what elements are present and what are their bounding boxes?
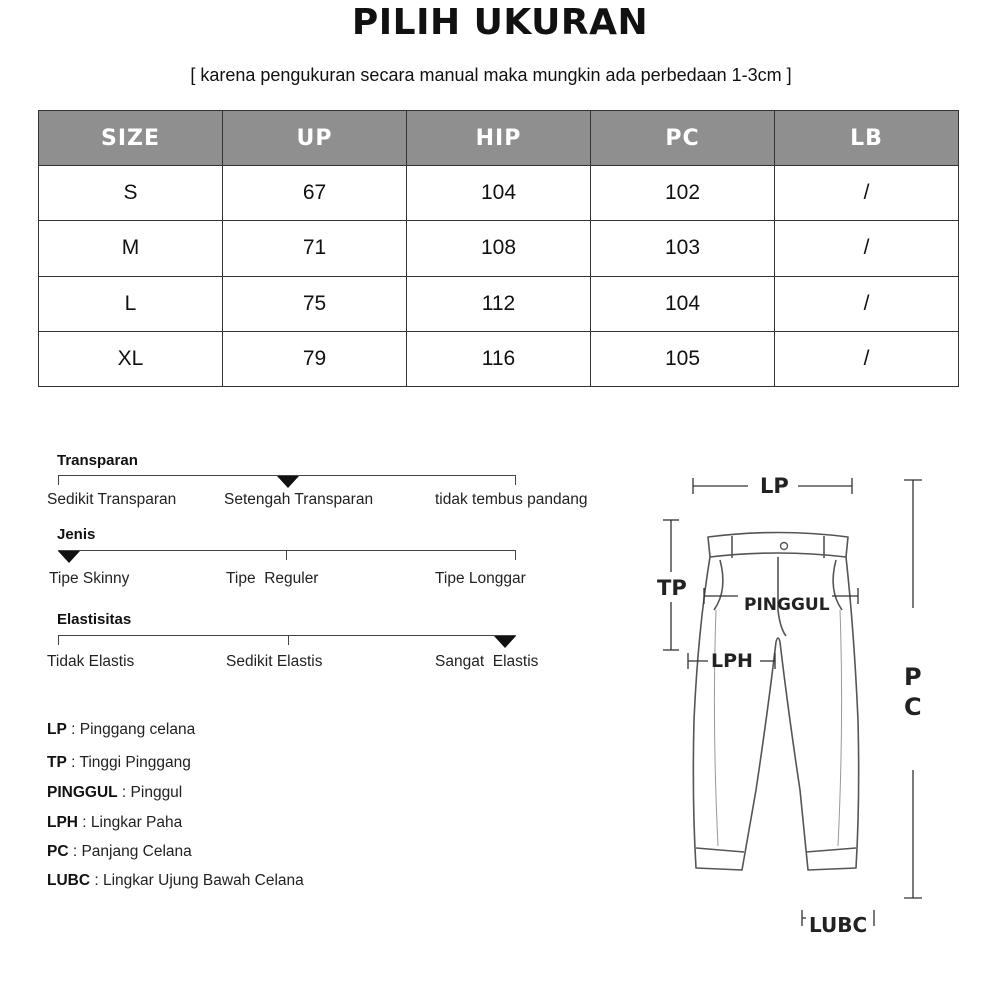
scale-label-low: Tipe Skinny [49,570,130,587]
legend-key: LUBC [47,872,91,889]
legend-desc: : Pinggang celana [66,721,196,738]
scale-tick [515,475,516,485]
legend-key: LP [47,721,67,738]
legend-key: TP [47,754,67,771]
scale-line [58,635,516,636]
pants-measurement-diagram [620,460,1000,960]
cell-up: 67 [223,166,407,221]
legend-desc: : Tinggi Pinggang [66,754,191,771]
scale-label-high: tidak tembus pandang [435,491,588,508]
cell-lb: / [775,331,959,386]
legend-key: LPH [47,814,78,831]
legend-key: PINGGUL [47,784,118,801]
scale-line [58,550,516,551]
table-row [39,276,959,331]
cell-pc: 102 [591,166,775,221]
cell-pc: 103 [591,221,775,276]
scale-label-low: Tidak Elastis [47,653,135,670]
cell-hip: 112 [407,276,591,331]
column-header-lb: LB [775,111,959,166]
cell-up: 79 [223,331,407,386]
label-lubc: LUBC [809,913,868,937]
scale-label-high: Sangat Elastis [435,653,539,670]
scale-label-high: Tipe Longgar [435,570,526,587]
scale-label-mid: Sedikit Elastis [226,653,323,670]
legend-desc: : Pinggul [117,784,183,801]
scale-tick [286,550,287,560]
table-header-row [39,111,959,166]
scale-title: Transparan [57,452,138,469]
scale-title: Jenis [57,526,96,543]
scale-tick [288,635,289,645]
label-pc-bottom: C [904,693,922,721]
legend-desc: : Lingkar Paha [78,814,183,831]
cell-size: XL [39,331,223,386]
label-lph: LPH [711,650,753,672]
selected-marker-icon [58,551,80,563]
scale-title: Elastisitas [57,611,132,628]
scale-label-mid: Tipe Reguler [226,570,319,587]
scale-tick [58,635,59,645]
table-row [39,166,959,221]
size-table [38,110,959,387]
label-tp: TP [657,576,687,600]
column-header-pc: PC [591,111,775,166]
scale-label-mid: Setengah Transparan [224,491,374,508]
pants-illustration [620,460,1000,960]
legend-desc: : Panjang Celana [68,843,192,860]
cell-pc: 104 [591,276,775,331]
legend-item-lubc [47,872,304,890]
scale-tick [515,550,516,560]
column-header-up: UP [223,111,407,166]
legend-key: PC [47,843,69,860]
cell-hip: 116 [407,331,591,386]
legend-item-lph [47,814,182,832]
cell-hip: 104 [407,166,591,221]
column-header-hip: HIP [407,111,591,166]
scale-tick [58,475,59,485]
cell-lb: / [775,276,959,331]
selected-marker-icon [494,636,516,648]
column-header-size: SIZE [39,111,223,166]
scale-label-low: Sedikit Transparan [47,491,177,508]
measurement-note: [ karena pengukuran secara manual maka mungkin ada perbedaan 1-3cm ] [190,65,792,85]
legend-desc: : Lingkar Ujung Bawah Celana [90,872,304,889]
label-lp: LP [760,474,789,498]
label-pinggul: PINGGUL [744,595,830,615]
selected-marker-icon [277,476,299,488]
cell-pc: 105 [591,331,775,386]
table-row [39,331,959,386]
legend-item-lp [47,721,195,739]
legend-item-tp [47,754,191,772]
legend-item-pinggul [47,784,182,802]
legend-item-pc [47,843,192,861]
cell-size: L [39,276,223,331]
cell-size: M [39,221,223,276]
cell-size: S [39,166,223,221]
cell-up: 71 [223,221,407,276]
cell-lb: / [775,166,959,221]
page-title: PILIH UKURAN [351,2,649,43]
cell-hip: 108 [407,221,591,276]
table-row [39,221,959,276]
label-pc-top: P [904,663,922,691]
cell-up: 75 [223,276,407,331]
cell-lb: / [775,221,959,276]
